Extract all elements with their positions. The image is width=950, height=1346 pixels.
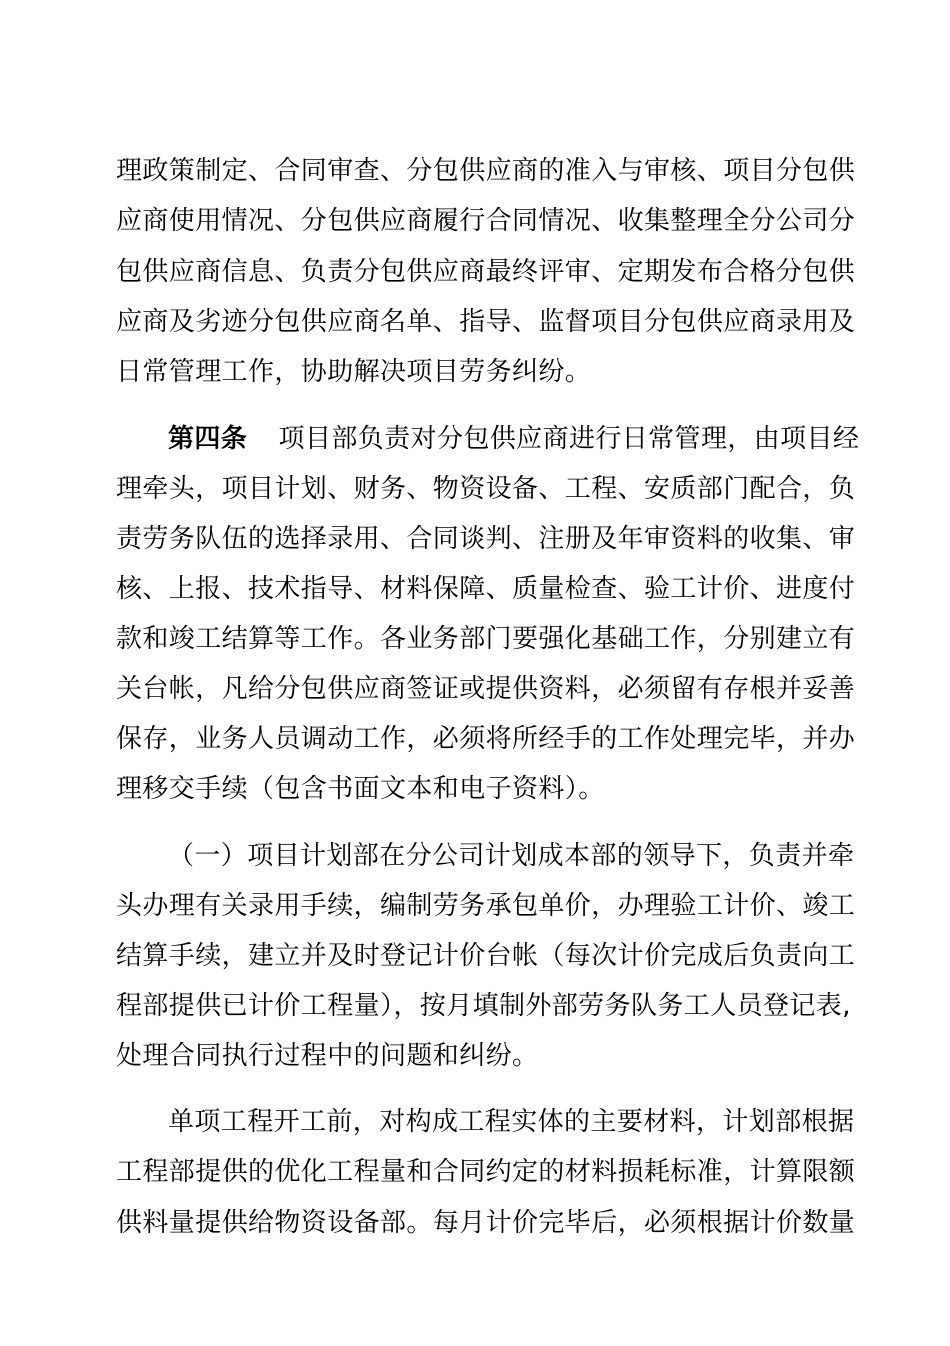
text-line: 理牵头，项目计划、财务、物资设备、工程、安质部门配合，负 — [116, 474, 856, 504]
text-line: 款和竣工结算等工作。各业务部门要强化基础工作，分别建立有 — [116, 624, 856, 654]
text-line: 供料量提供给物资设备部。每月计价完毕后，必须根据计价数量 — [116, 1208, 856, 1238]
text-line: 日常管理工作，协助解决项目劳务纠纷。 — [116, 357, 592, 387]
text-line: 理移交手续（包含书面文本和电子资料）。 — [116, 774, 605, 804]
text-line: 应商及劣迹分包供应商名单、指导、监督项目分包供应商录用及 — [116, 307, 856, 337]
article-first-line — [168, 424, 859, 454]
text-line: 单项工程开工前，对构成工程实体的主要材料，计划部根据 — [168, 1107, 855, 1137]
text-line: 工程部提供的优化工程量和合同约定的材料损耗标准，计算限额 — [116, 1157, 856, 1187]
text-line: 结算手续，建立并及时登记计价台帐（每次计价完成后负责向工 — [116, 941, 856, 971]
text-line: 保存，业务人员调动工作，必须将所经手的工作处理完毕，并办 — [116, 724, 856, 754]
text-line: 包供应商信息、负责分包供应商最终评审、定期发布合格分包供 — [116, 257, 856, 287]
text-line: 头办理有关录用手续，编制劳务承包单价，办理验工计价、竣工 — [116, 891, 856, 921]
text-line: 项目部负责对分包供应商进行日常管理，由项目经 — [278, 424, 860, 454]
text-line: 程部提供已计价工程量），按月填制外部劳务队务工人员登记表, — [116, 991, 851, 1021]
text-line: 核、上报、技术指导、材料保障、质量检查、验工计价、进度付 — [116, 574, 856, 604]
text-line: 关台帐，凡给分包供应商签证或提供资料，必须留有存根并妥善 — [116, 674, 856, 704]
text-line: 理政策制定、合同审查、分包供应商的准入与审核、项目分包供 — [116, 156, 856, 186]
article-heading: 第四条 — [168, 424, 248, 454]
text-line: 责劳务队伍的选择录用、合同谈判、注册及年审资料的收集、审 — [116, 524, 856, 554]
text-line: 处理合同执行过程中的问题和纠纷。 — [116, 1041, 539, 1071]
text-line: （一）项目计划部在分公司计划成本部的领导下，负责并牵 — [168, 841, 855, 871]
text-line: 应商使用情况、分包供应商履行合同情况、收集整理全分公司分 — [116, 206, 856, 236]
